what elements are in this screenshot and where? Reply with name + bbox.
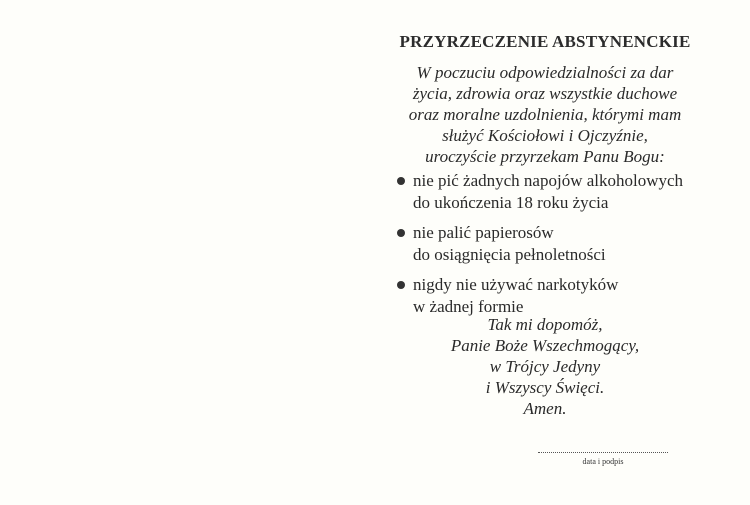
document-title: PRZYRZECZENIE ABSTYNENCKIE — [399, 32, 691, 51]
pledge-line: nie palić papierosów — [413, 223, 554, 242]
closing-prayer — [380, 314, 710, 419]
pledge-line: w żadnej formie — [413, 297, 524, 316]
signature-label: data i podpis — [582, 457, 624, 466]
closing-line: i Wszyscy Święci. — [485, 378, 605, 397]
intro-line: oraz moralne uzdolnienia, którymi mam — [408, 105, 682, 124]
pledge-item — [395, 170, 715, 214]
pledge-line: do osiągnięcia pełnoletności — [413, 245, 606, 264]
intro-line: służyć Kościołowi i Ojczyźnie, — [442, 126, 648, 145]
closing-line: Panie Boże Wszechmogący, — [450, 336, 640, 355]
intro-line: W poczuciu odpowiedzialności za dar — [416, 63, 674, 82]
pledge-line: do ukończenia 18 roku życia — [413, 193, 609, 212]
pledge-line: nigdy nie używać narkotyków — [413, 275, 619, 294]
closing-line: w Trójcy Jedyny — [489, 357, 601, 376]
intro-line: życia, zdrowia oraz wszystkie duchowe — [412, 84, 678, 103]
intro-paragraph — [380, 62, 710, 167]
closing-line: Tak mi dopomóż, — [487, 315, 603, 334]
bullet-icon — [397, 281, 405, 289]
intro-line: uroczyście przyrzekam Panu Bogu: — [425, 147, 665, 166]
bullet-icon — [397, 229, 405, 237]
pledge-list — [395, 170, 715, 318]
bullet-icon — [397, 177, 405, 185]
pledge-line: nie pić żadnych napojów alkoholowych — [413, 171, 684, 190]
pledge-item — [395, 274, 715, 318]
pledge-item — [395, 222, 715, 266]
signature-line — [538, 452, 668, 453]
closing-line: Amen. — [523, 399, 567, 418]
